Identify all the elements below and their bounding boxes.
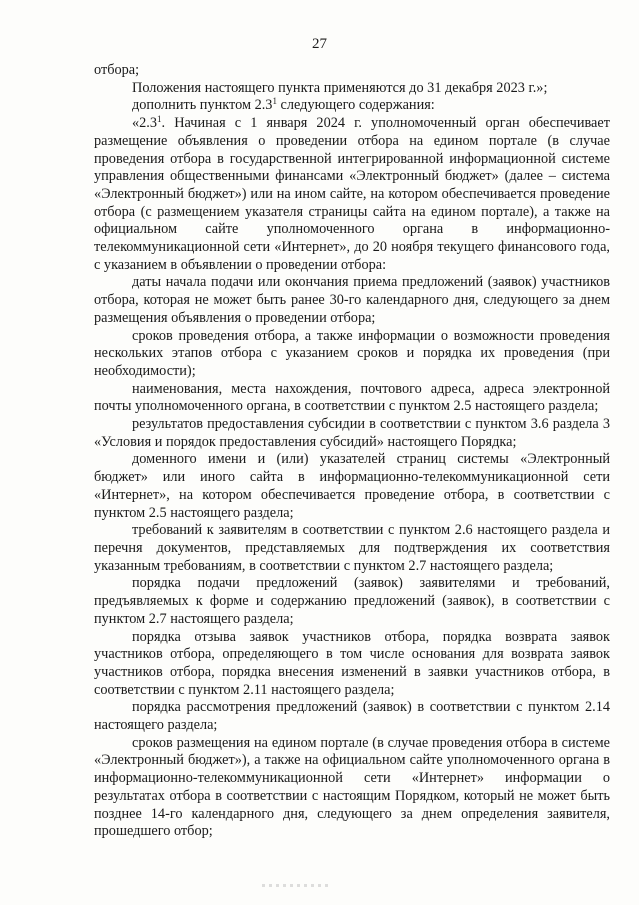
list-item: даты начала подачи или окончания приема предложений (заявок) участников отбора, которая не может быть ранее 30-го календарного дня, следующего за днем размещения объявления о проведении отбора; [94,274,610,326]
paragraph-continuation: отбора; [94,62,140,78]
scan-artifact [262,884,332,887]
list-item: результатов предоставления субсидии в соответствии с пунктом 3.6 раздела 3 «Условия и порядок предоставления субсидий» настоящего Порядка; [94,416,610,450]
list-item: порядка отзыва заявок участников отбора, порядка возврата заявок участников отбора, определяющего в том числе основания для возврата заявок участников отбора, порядка внесения изменений в заявки участников отбора, в соответствии с пунктом 2.11 настоящего раздела; [94,628,610,698]
list-item: порядка рассмотрения предложений (заявок) в соответствии с пунктом 2.14 настоящего раздела; [94,699,610,734]
list-item: сроков проведения отбора, а также информации о возможности проведения нескольких этапов отбора с указанием сроков и порядка их проведения (при необходимости); [94,327,610,379]
paragraph-text: . Начиная с 1 января 2024 г. уполномоченный орган обеспечивает размещение объявления о проведении отбора на едином портале (в случае проведения отбора в государственной интегрированной информационной системе управления общественными финансами «Электронный бюджет» (далее – система «Электронный бюджет») или на ином сайте, на котором обеспечивается проведение отбора (с размещением указателя страницы сайта на едином портале), а также на официальном сайте уполномоченного органа в информационно-телекоммуникационной сети «Интернет», до 20 ноября текущего финансового года, с указанием в объявлении о проведении отбора: [94,115,610,273]
superscript: 1 [272,96,277,107]
list-item: доменного имени и (или) указателей страниц системы «Электронный бюджет» или иного сайта в информационно-телекоммуникационной сети «Интернет», на котором обеспечивается проведение отбора, в соответствии с пунктом 2.5 настоящего раздела; [94,451,610,521]
list-item: сроков размещения на едином портале (в случае проведения отбора в системе «Электронный бюджет»), а также на официальном сайте уполномоченного органа в информационно-телекоммуникационной сети «Интернет» информации о результатах отбора в соответствии с настоящим Порядком, который не может быть позднее 14-го календарного дня, следующего за днем определения заявителя, прошедшего отбор; [94,734,610,840]
superscript: 1 [157,114,162,125]
list-item: порядка подачи предложений (заявок) заявителями и требований, предъявляемых к форме и содержанию предложений (заявок), в соответствии с пунктом 2.7 настоящего раздела; [94,575,610,627]
document-body [94,62,610,841]
list-item: требований к заявителям в соответствии с пунктом 2.6 настоящего раздела и перечня документов, представляемых для подтверждения их соответствия указанным требованиям, в соответствии с пунктом 2.7 настоящего раздела; [94,522,610,574]
paragraph-text: дополнить пунктом 2.3 [132,97,273,114]
paragraph-text: следующего содержания: [276,97,435,114]
paragraph-amendment-intro [94,97,610,115]
paragraph: Положения настоящего пункта применяются до 31 декабря 2023 г.»; [132,79,548,96]
paragraph-text: «2.3 [132,115,158,132]
list-item: наименования, места нахождения, почтового адреса, адреса электронной почты уполномоченного органа, в соответствии с пунктом 2.5 настоящего раздела; [94,380,610,415]
paragraph-clause-2-3-1 [94,115,610,274]
page-number: 27 [312,36,327,52]
